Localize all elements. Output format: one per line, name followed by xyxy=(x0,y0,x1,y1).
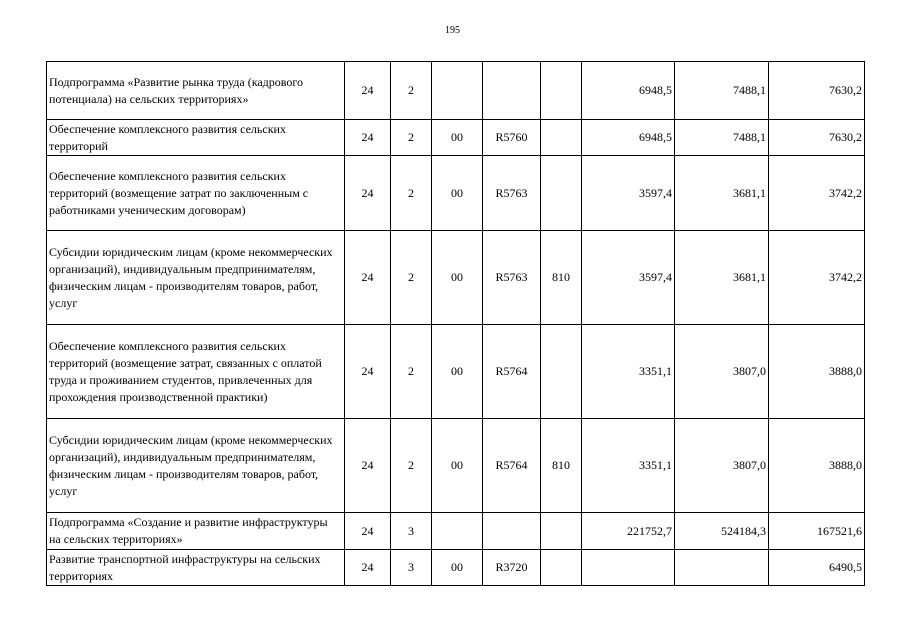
cell-subprogram: 2 xyxy=(391,325,432,419)
cell-amount-year3: 3742,2 xyxy=(769,156,865,231)
row-name: Обеспечение комплексного развития сельских территорий (возмещение затрат по заключенным с работниками ученическим договорам) xyxy=(47,156,345,231)
cell-target-article: R5764 xyxy=(483,419,541,513)
cell-expense-type xyxy=(541,156,582,231)
row-name: Обеспечение комплексного развития сельских территорий (возмещение затрат, связанных с оплатой труда и проживанием студентов, привлеченных для прохождения производственной практики) xyxy=(47,325,345,419)
cell-amount-year2: 3807,0 xyxy=(675,419,769,513)
table-row xyxy=(47,120,865,156)
cell-subprogram: 2 xyxy=(391,120,432,156)
cell-amount-year1: 6948,5 xyxy=(582,120,675,156)
cell-expense-type xyxy=(541,62,582,120)
budget-table xyxy=(46,61,865,586)
cell-amount-year3: 7630,2 xyxy=(769,120,865,156)
cell-subprogram: 2 xyxy=(391,62,432,120)
cell-amount-year1 xyxy=(582,550,675,586)
cell-expense-type xyxy=(541,120,582,156)
cell-amount-year2: 3807,0 xyxy=(675,325,769,419)
cell-code xyxy=(432,513,483,550)
cell-amount-year3: 3888,0 xyxy=(769,419,865,513)
cell-amount-year3: 3742,2 xyxy=(769,231,865,325)
cell-expense-type: 810 xyxy=(541,419,582,513)
cell-target-article: R5760 xyxy=(483,120,541,156)
cell-expense-type: 810 xyxy=(541,231,582,325)
table-row xyxy=(47,550,865,586)
cell-target-article xyxy=(483,513,541,550)
cell-ministry: 24 xyxy=(345,231,391,325)
page-number: 195 xyxy=(445,25,460,36)
table-row xyxy=(47,513,865,550)
table-row xyxy=(47,231,865,325)
cell-code: 00 xyxy=(432,120,483,156)
cell-target-article: R5764 xyxy=(483,325,541,419)
cell-subprogram: 3 xyxy=(391,550,432,586)
cell-amount-year1: 3351,1 xyxy=(582,419,675,513)
row-name: Подпрограмма «Развитие рынка труда (кадрового потенциала) на сельских территориях» xyxy=(47,62,345,120)
cell-ministry: 24 xyxy=(345,419,391,513)
cell-amount-year3: 167521,6 xyxy=(769,513,865,550)
cell-amount-year3: 6490,5 xyxy=(769,550,865,586)
cell-amount-year2: 7488,1 xyxy=(675,62,769,120)
cell-amount-year2: 3681,1 xyxy=(675,231,769,325)
cell-amount-year1: 6948,5 xyxy=(582,62,675,120)
row-name: Субсидии юридическим лицам (кроме некоммерческих организаций), индивидуальным предпринимателям, физическим лицам - производителям товаров, работ, услуг xyxy=(47,231,345,325)
cell-code xyxy=(432,62,483,120)
table-row xyxy=(47,419,865,513)
cell-ministry: 24 xyxy=(345,550,391,586)
cell-subprogram: 2 xyxy=(391,231,432,325)
cell-expense-type xyxy=(541,550,582,586)
cell-amount-year3: 7630,2 xyxy=(769,62,865,120)
cell-code: 00 xyxy=(432,156,483,231)
cell-expense-type xyxy=(541,325,582,419)
cell-ministry: 24 xyxy=(345,120,391,156)
row-name: Субсидии юридическим лицам (кроме некоммерческих организаций), индивидуальным предпринимателям, физическим лицам - производителям товаров, работ, услуг xyxy=(47,419,345,513)
cell-amount-year3: 3888,0 xyxy=(769,325,865,419)
row-name: Развитие транспортной инфраструктуры на сельских территориях xyxy=(47,550,345,586)
cell-amount-year2: 524184,3 xyxy=(675,513,769,550)
row-name: Обеспечение комплексного развития сельских территорий xyxy=(47,120,345,156)
table-row xyxy=(47,62,865,120)
cell-ministry: 24 xyxy=(345,62,391,120)
cell-ministry: 24 xyxy=(345,325,391,419)
cell-target-article: R5763 xyxy=(483,231,541,325)
cell-amount-year2: 3681,1 xyxy=(675,156,769,231)
cell-expense-type xyxy=(541,513,582,550)
cell-ministry: 24 xyxy=(345,156,391,231)
cell-amount-year2: 7488,1 xyxy=(675,120,769,156)
table-row xyxy=(47,156,865,231)
cell-amount-year1: 221752,7 xyxy=(582,513,675,550)
cell-target-article xyxy=(483,62,541,120)
cell-amount-year1: 3351,1 xyxy=(582,325,675,419)
cell-subprogram: 2 xyxy=(391,419,432,513)
cell-subprogram: 2 xyxy=(391,156,432,231)
cell-code: 00 xyxy=(432,419,483,513)
cell-code: 00 xyxy=(432,325,483,419)
cell-code: 00 xyxy=(432,231,483,325)
cell-subprogram: 3 xyxy=(391,513,432,550)
cell-code: 00 xyxy=(432,550,483,586)
cell-ministry: 24 xyxy=(345,513,391,550)
cell-amount-year2 xyxy=(675,550,769,586)
cell-target-article: R3720 xyxy=(483,550,541,586)
row-name: Подпрограмма «Создание и развитие инфраструктуры на сельских территориях» xyxy=(47,513,345,550)
table-row xyxy=(47,325,865,419)
cell-target-article: R5763 xyxy=(483,156,541,231)
cell-amount-year1: 3597,4 xyxy=(582,156,675,231)
cell-amount-year1: 3597,4 xyxy=(582,231,675,325)
